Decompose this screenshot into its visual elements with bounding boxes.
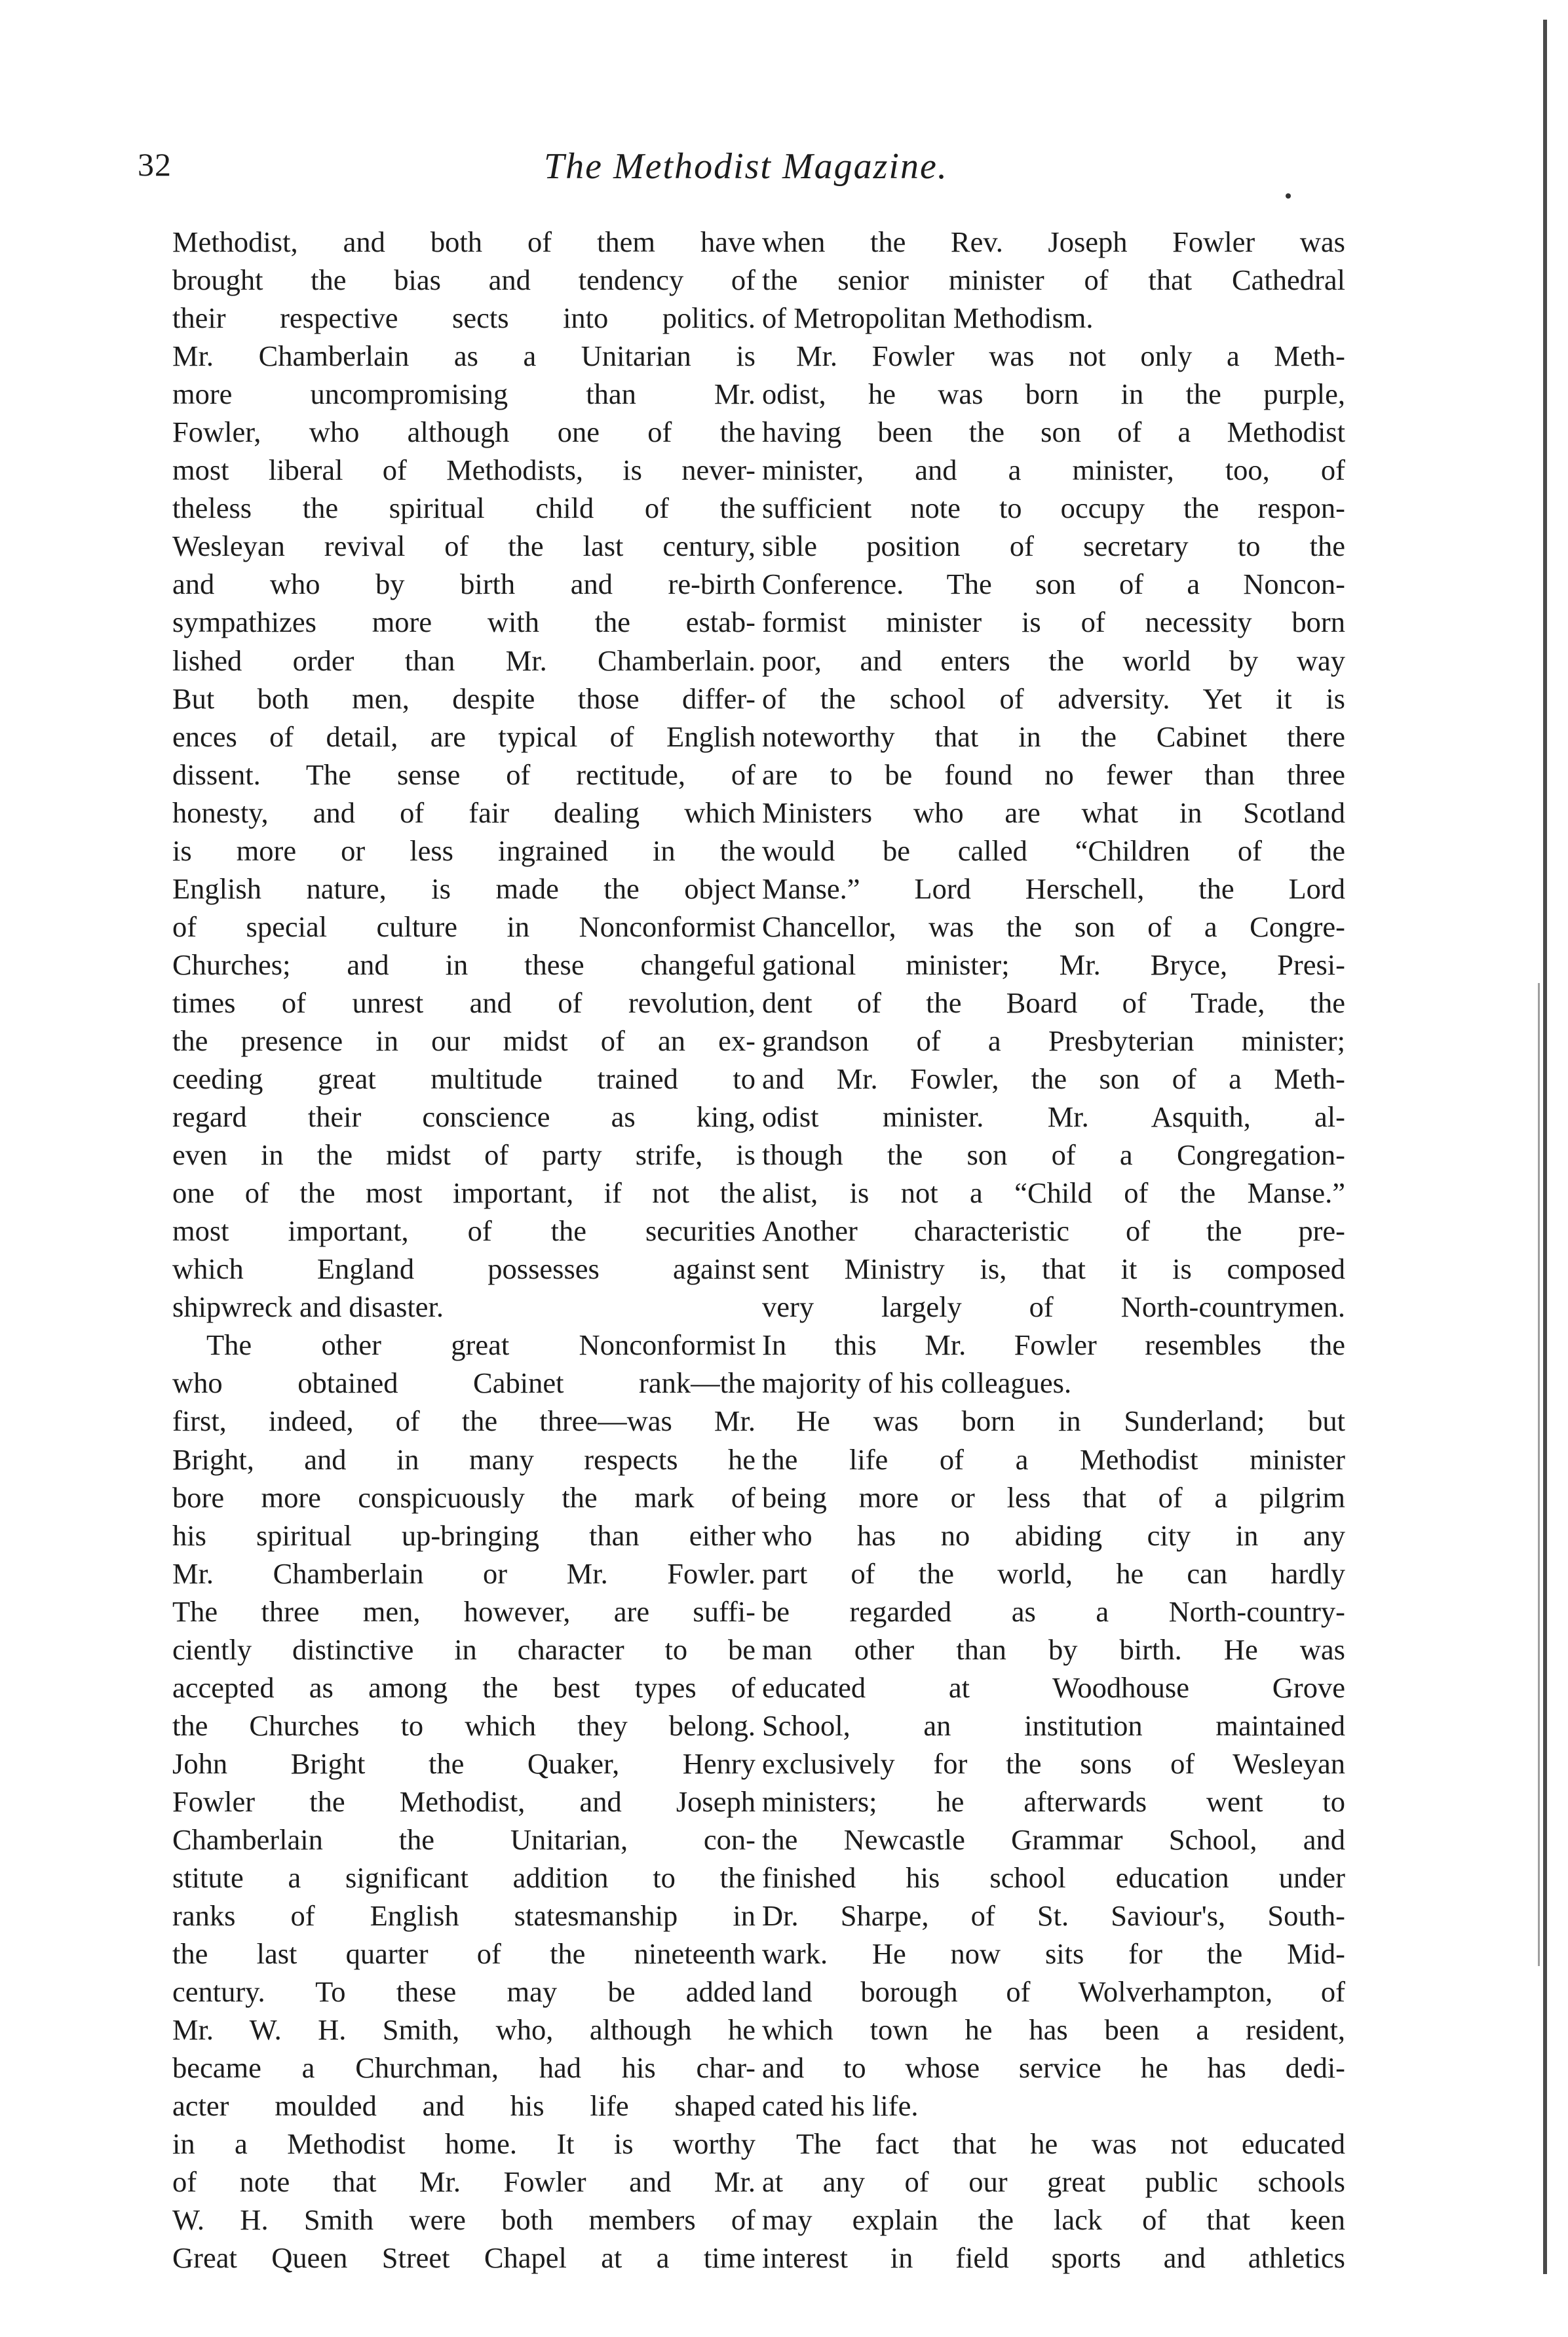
text-line: the life of a Methodist minister <box>762 1442 1345 1476</box>
text-line: But both men, despite those differ- <box>172 682 755 715</box>
text-line: He was born in Sunderland; but <box>796 1404 1345 1438</box>
text-line: honesty, and of fair dealing which <box>172 796 755 829</box>
text-line: man other than by birth. He was <box>762 1632 1345 1666</box>
text-line: ciently distinctive in character to be <box>172 1632 755 1666</box>
text-line: sympathizes more with the estab- <box>172 606 755 639</box>
text-line: School, an institution maintained <box>762 1709 1345 1742</box>
text-line: bore more conspicuously the mark of <box>172 1480 755 1514</box>
text-line: Mr. Fowler was not only a Meth- <box>796 339 1345 373</box>
text-line: John Bright the Quaker, Henry <box>172 1747 755 1780</box>
text-line: theless the spiritual child of the <box>172 492 755 525</box>
text-line: times of unrest and of revolution, <box>172 986 755 1019</box>
text-line: which town he has been a resident, <box>762 2013 1345 2047</box>
text-line: very largely of North-countrymen. <box>762 1290 1345 1324</box>
text-line: having been the son of a Methodist <box>762 415 1345 449</box>
text-line: of special culture in Nonconformist <box>172 910 755 943</box>
text-line: is more or less ingrained in the <box>172 834 755 867</box>
text-line: accepted as among the best types of <box>172 1671 755 1704</box>
text-line: minister, and a minister, too, of <box>762 454 1345 487</box>
text-line: W. H. Smith were both members of <box>172 2203 755 2237</box>
text-line: Wesleyan revival of the last century, <box>172 530 755 563</box>
text-line: the presence in our midst of an ex- <box>172 1024 755 1057</box>
text-line: Chamberlain the Unitarian, con- <box>172 1823 755 1856</box>
text-line: Fowler, who although one of the <box>172 415 755 449</box>
text-line: his spiritual up-bringing than either <box>172 1518 755 1552</box>
text-line: though the son of a Congregation- <box>762 1138 1345 1172</box>
text-line: in a Methodist home. It is worthy <box>172 2127 755 2161</box>
text-line: century. To these may be added <box>172 1975 755 2009</box>
text-line: and who by birth and re-birth <box>172 568 755 601</box>
text-line: Manse.” Lord Herschell, the Lord <box>762 872 1345 905</box>
text-line: English nature, is made the object <box>172 872 755 905</box>
text-line: sufficient note to occupy the respon- <box>762 492 1345 525</box>
text-line: alist, is not a “Child of the Manse.” <box>762 1176 1345 1210</box>
text-line: part of the world, he can hardly <box>762 1556 1345 1590</box>
text-line: The three men, however, are suffi- <box>172 1594 755 1628</box>
text-line: which England possesses against <box>172 1252 755 1286</box>
text-line: ministers; he afterwards went to <box>762 1785 1345 1818</box>
text-line: be regarded as a North-country- <box>762 1594 1345 1628</box>
text-line: may explain the lack of that keen <box>762 2203 1345 2237</box>
text-line: Great Queen Street Chapel at a time <box>172 2241 755 2275</box>
text-line: gational minister; Mr. Bryce, Presi- <box>762 948 1345 981</box>
text-line: ences of detail, are typical of English <box>172 720 755 753</box>
text-line: Churches; and in these changeful <box>172 948 755 981</box>
text-line: exclusively for the sons of Wesleyan <box>762 1747 1345 1780</box>
text-line: grandson of a Presbyterian minister; <box>762 1024 1345 1057</box>
text-line: brought the bias and tendency of <box>172 263 755 297</box>
text-line: Dr. Sharpe, of St. Saviour's, South- <box>762 1899 1345 1933</box>
text-line: noteworthy that in the Cabinet there <box>762 720 1345 753</box>
text-line: and to whose service he has dedi- <box>762 2051 1345 2085</box>
text-line: Ministers who are what in Scotland <box>762 796 1345 829</box>
text-line: The fact that he was not educated <box>796 2127 1345 2161</box>
text-line: interest in field sports and athletics <box>762 2241 1345 2275</box>
text-line: wark. He now sits for the Mid- <box>762 1937 1345 1971</box>
text-line: formist minister is of necessity born <box>762 606 1345 639</box>
text-line: sible position of secretary to the <box>762 530 1345 563</box>
text-line: first, indeed, of the three—was Mr. <box>172 1404 755 1438</box>
running-title: The Methodist Magazine. <box>544 146 948 187</box>
text-line: their respective sects into politics. <box>172 301 755 335</box>
text-line: sent Ministry is, that it is composed <box>762 1252 1345 1286</box>
text-line: The other great Nonconformist <box>206 1328 755 1362</box>
text-line: being more or less that of a pilgrim <box>762 1480 1345 1514</box>
text-line: when the Rev. Joseph Fowler was <box>762 225 1345 258</box>
text-line: at any of our great public schools <box>762 2165 1345 2199</box>
ink-speck <box>1286 193 1291 199</box>
text-line: odist minister. Mr. Asquith, al- <box>762 1100 1345 1134</box>
text-line: of note that Mr. Fowler and Mr. <box>172 2165 755 2199</box>
text-line: Mr. W. H. Smith, who, although he <box>172 2013 755 2047</box>
text-line: the last quarter of the nineteenth <box>172 1937 755 1971</box>
text-line: Methodist, and both of them have <box>172 225 755 258</box>
text-line: one of the most important, if not the <box>172 1176 755 1210</box>
text-line: finished his school education under <box>762 1861 1345 1895</box>
text-line: ranks of English statesmanship in <box>172 1899 755 1933</box>
text-line: and Mr. Fowler, the son of a Meth- <box>762 1062 1345 1096</box>
text-line: Chancellor, was the son of a Congre- <box>762 910 1345 943</box>
text-line: Mr. Chamberlain or Mr. Fowler. <box>172 1556 755 1590</box>
text-line: stitute a significant addition to the <box>172 1861 755 1895</box>
text-line: ceeding great multitude trained to <box>172 1062 755 1096</box>
text-line: the Churches to which they belong. <box>172 1709 755 1742</box>
text-line: the senior minister of that Cathedral <box>762 263 1345 297</box>
text-line: who has no abiding city in any <box>762 1518 1345 1552</box>
text-line: Bright, and in many respects he <box>172 1442 755 1476</box>
binding-shadow-line <box>1538 983 1540 1966</box>
text-line: became a Churchman, had his char- <box>172 2051 755 2085</box>
text-line: cated his life. <box>762 2089 919 2123</box>
text-line: In this Mr. Fowler resembles the <box>762 1328 1345 1362</box>
text-line: are to be found no fewer than three <box>762 758 1345 791</box>
text-line: even in the midst of party strife, is <box>172 1138 755 1172</box>
text-line: educated at Woodhouse Grove <box>762 1671 1345 1704</box>
text-line: Conference. The son of a Noncon- <box>762 568 1345 601</box>
text-line: who obtained Cabinet rank—the <box>172 1366 755 1400</box>
text-line: acter moulded and his life shaped <box>172 2089 755 2123</box>
left-column <box>172 223 755 2277</box>
text-line: shipwreck and disaster. <box>172 1290 444 1324</box>
text-line: Another characteristic of the pre- <box>762 1214 1345 1248</box>
page-header <box>138 145 1350 198</box>
text-line: land borough of Wolverhampton, of <box>762 1975 1345 2009</box>
text-line: lished order than Mr. Chamberlain. <box>172 644 755 677</box>
text-line: dissent. The sense of rectitude, of <box>172 758 755 791</box>
text-line: dent of the Board of Trade, the <box>762 986 1345 1019</box>
text-line: poor, and enters the world by way <box>762 644 1345 677</box>
text-line: of Metropolitan Methodism. <box>762 301 1094 335</box>
text-line: odist, he was born in the purple, <box>762 377 1345 411</box>
page-number: 32 <box>138 146 172 183</box>
text-line: regard their conscience as king, <box>172 1100 755 1134</box>
text-line: more uncompromising than Mr. <box>172 377 755 411</box>
text-line: of the school of adversity. Yet it is <box>762 682 1345 715</box>
text-line: would be called “Children of the <box>762 834 1345 867</box>
binding-edge-line <box>1543 20 1547 2274</box>
text-line: Fowler the Methodist, and Joseph <box>172 1785 755 1818</box>
text-line: majority of his colleagues. <box>762 1366 1072 1400</box>
right-column <box>762 223 1345 2277</box>
text-line: most liberal of Methodists, is never- <box>172 454 755 487</box>
text-line: the Newcastle Grammar School, and <box>762 1823 1345 1856</box>
text-line: Mr. Chamberlain as a Unitarian is <box>172 339 755 373</box>
text-line: most important, of the securities <box>172 1214 755 1248</box>
